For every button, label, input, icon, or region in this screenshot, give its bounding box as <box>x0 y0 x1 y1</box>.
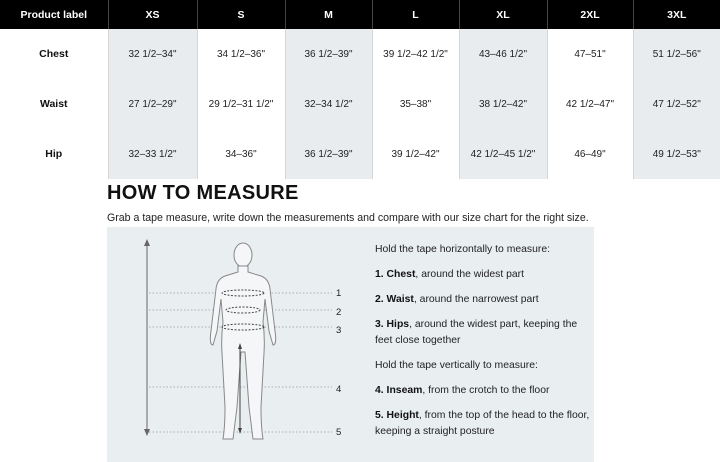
measure-guide-panel <box>107 227 594 462</box>
marker-2: 2 <box>336 307 342 318</box>
row-label: Hip <box>0 129 108 179</box>
row-label: Waist <box>0 79 108 129</box>
table-cell: 34–36" <box>197 129 285 179</box>
header-size: XL <box>459 0 547 29</box>
instruction-hips: 3. Hips, around the widest part, keeping the feet close together <box>375 319 578 346</box>
instruction-waist: 2. Waist, around the narrowest part <box>375 294 539 305</box>
table-cell: 42 1/2–47" <box>547 79 633 129</box>
table-cell: 39 1/2–42 1/2" <box>372 29 459 79</box>
table-cell: 35–38" <box>372 79 459 129</box>
body-measurement-figure-icon <box>107 227 367 462</box>
table-row-waist <box>0 79 720 129</box>
header-product-label: Product label <box>0 0 108 29</box>
table-cell: 32–34 1/2" <box>285 79 372 129</box>
table-cell: 29 1/2–31 1/2" <box>197 79 285 129</box>
instruction-height: 5. Height, from the top of the head to the floor, keeping a straight posture <box>375 410 590 437</box>
table-cell: 49 1/2–53" <box>633 129 720 179</box>
table-cell: 32–33 1/2" <box>108 129 197 179</box>
instruction-chest: 1. Chest, around the widest part <box>375 269 525 280</box>
table-cell: 32 1/2–34" <box>108 29 197 79</box>
table-cell: 47 1/2–52" <box>633 79 720 129</box>
header-size: 2XL <box>547 0 633 29</box>
marker-4: 4 <box>336 384 342 395</box>
header-size: XS <box>108 0 197 29</box>
row-label: Chest <box>0 29 108 79</box>
table-cell: 51 1/2–56" <box>633 29 720 79</box>
table-cell: 36 1/2–39" <box>285 129 372 179</box>
instruction-inseam: 4. Inseam, from the crotch to the floor <box>375 385 550 396</box>
table-cell: 43–46 1/2" <box>459 29 547 79</box>
table-cell: 34 1/2–36" <box>197 29 285 79</box>
size-chart-table <box>0 0 720 179</box>
horizontal-label: Hold the tape horizontally to measure: <box>375 244 551 255</box>
table-cell: 39 1/2–42" <box>372 129 459 179</box>
header-size: M <box>285 0 372 29</box>
measure-instructions <box>375 242 590 449</box>
table-cell: 38 1/2–42" <box>459 79 547 129</box>
table-cell: 46–49" <box>547 129 633 179</box>
how-to-measure-intro: Grab a tape measure, write down the measurements and compare with our size chart for the right size. <box>107 212 589 224</box>
how-to-measure-title: HOW TO MEASURE <box>107 182 299 204</box>
marker-3: 3 <box>336 325 342 336</box>
header-size: L <box>372 0 459 29</box>
table-row-chest <box>0 29 720 79</box>
table-cell: 47–51" <box>547 29 633 79</box>
table-cell: 42 1/2–45 1/2" <box>459 129 547 179</box>
marker-1: 1 <box>336 288 342 299</box>
table-row-hip <box>0 129 720 179</box>
table-cell: 27 1/2–29" <box>108 79 197 129</box>
header-size: 3XL <box>633 0 720 29</box>
size-header-row <box>0 0 720 29</box>
header-size: S <box>197 0 285 29</box>
marker-5: 5 <box>336 427 342 438</box>
table-cell: 36 1/2–39" <box>285 29 372 79</box>
vertical-label: Hold the tape vertically to measure: <box>375 360 538 371</box>
